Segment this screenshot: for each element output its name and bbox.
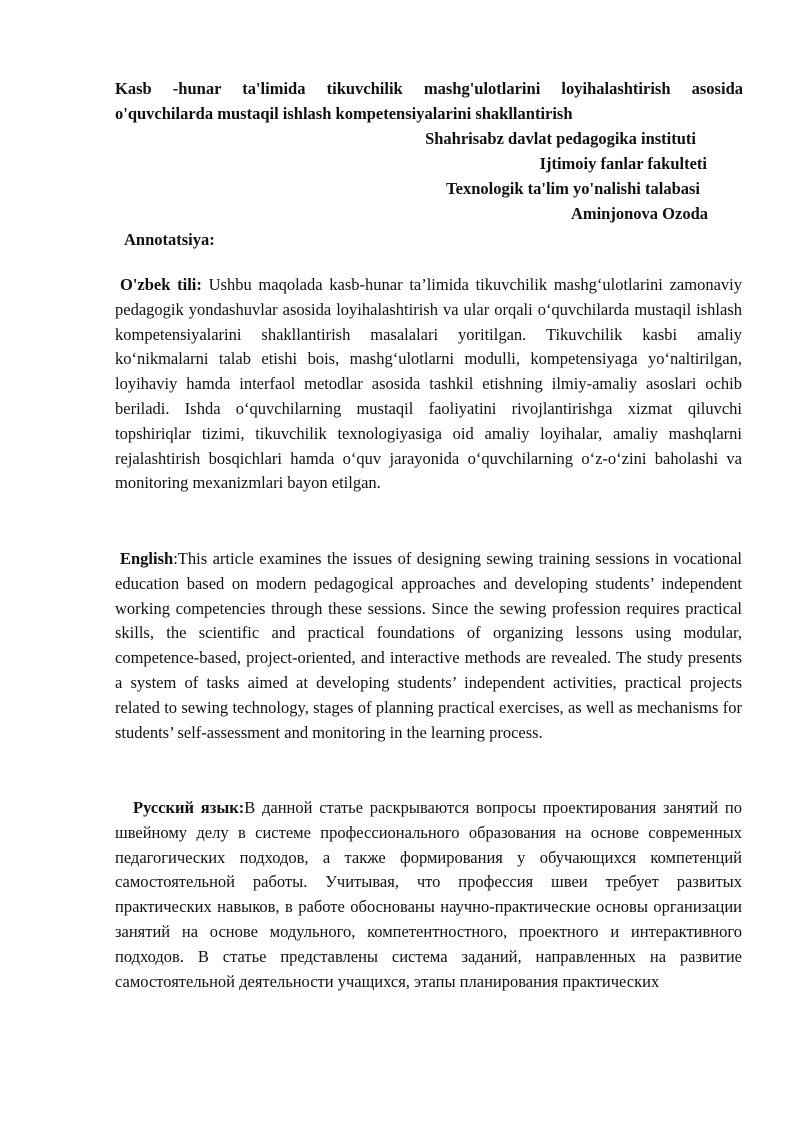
- article-title: Kasb -hunar ta'limida tikuvchilik mashg'ulotlarini loyihalashtirish asosida o'quvchilarda mustaqil ishlash kompetensiyalarini shakllantirish: [115, 79, 743, 123]
- abstract-uzbek: [115, 273, 742, 496]
- annotation-heading: Annotatsiya:: [124, 230, 215, 249]
- program-line: Texnologik ta'lim yo'nalishi talabasi: [446, 179, 700, 198]
- author-name: Aminjonova Ozoda: [570, 204, 708, 223]
- abstract-russian: [115, 796, 742, 994]
- abstract-russian-lead: Русский язык:: [133, 798, 245, 817]
- faculty-line: Ijtimoiy fanlar fakulteti: [539, 154, 707, 173]
- abstract-english-lead: English: [120, 549, 174, 568]
- abstract-english: [115, 547, 742, 745]
- abstract-uzbek-lead: O'zbek tili:: [120, 275, 202, 294]
- abstract-english-text: :This article examines the issues of designing sewing training sessions in vocational education based on modern pedagogical approaches and developing students’ independent working competencies through these sessions. Since the sewing profession requires practical skills, the scientific and practical foundations of organizing lessons using modular, competence-based, project-oriented, and interactive methods are revealed. The study presents a system of tasks aimed at developing students’ independent activities, practical projects related to sewing technology, stages of planning practical exercises, as well as mechanisms for students’ self-assessment and monitoring in the learning process.: [115, 549, 742, 742]
- abstract-russian-text: В данной статье раскрываются вопросы проектирования занятий по швейному делу в системе профессионального образования на основе современных педагогических подходов, а также формирования у обучающихся компетенций самостоятельной работы. Учитывая, что профессия швеи требует развитых практических навыков, в работе обоснованы научно-практические основы организации занятий на основе модульного, компетентностного, проектного и интерактивного подходов. В статье представлены система заданий, направленных на развитие самостоятельной деятельности учащихся, этапы планирования практических: [115, 798, 742, 991]
- abstract-uzbek-text: Ushbu maqolada kasb-hunar ta’limida tikuvchilik mashg‘ulotlarini zamonaviy pedagogik yondashuvlar asosida loyihalashtirish va ular orqali o‘quvchilarda mustaqil ishlash kompetensiyalarini shakllantirish masalalari yoritilgan. Tikuvchilik kasbi amaliy ko‘nikmalarni talab etishi bois, mashg‘ulotlarni modulli, kompetensiyaga yo‘naltirilgan, loyihaviy hamda interfaol metodlar asosida tashkil etishning ilmiy-amaliy asoslari ochib beriladi. Ishda o‘quvchilarning mustaqil faoliyatini rivojlantirishga xizmat qiluvchi topshiriqlar tizimi, tikuvchilik texnologiyasiga oid amaliy loyihalar, amaliy mashqlarni rejalashtirish bosqichlari hamda o‘quv jarayonida o‘quvchilarning o‘z-o‘zini baholashi va monitoring mexanizmlari bayon etilgan.: [115, 275, 742, 493]
- institute-line: Shahrisabz davlat pedagogika instituti: [425, 129, 696, 148]
